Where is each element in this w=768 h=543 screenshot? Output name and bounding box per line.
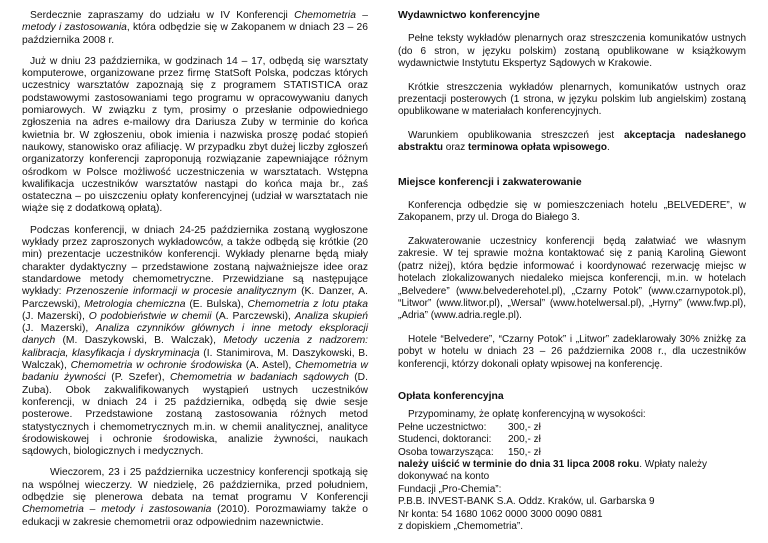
condition-text: Warunkiem opublikowania streszczeń jest [408,129,624,141]
text-run: (D. Zuba). Obok zakwalifikowanych wystąpień ustnych uczestników konferencji, w dniach 24 i 25 października, odbędą się dwie sesje posterowe. Przedstawione zostaną zastosowania różnych metod statystycznych i chemometrycznych m.in. w chemii analitycznej, analityce środowiskowej i ochronie środowiska, analizie żywności, naukach sądowych, biologicznych i medycznych. [22,372,368,458]
fee-label: Osoba towarzysząca: [398,446,494,458]
text-run: (2010). Porozmawiamy także o edukacji w zakresie chemometrii oraz odpowiednim nazewnictwie. [22,504,368,528]
italic-title: Chemometria w badaniu żywności [22,360,368,384]
italic-title: Metrologia chemiczna [84,298,186,310]
text-run: (I. Stanimirova, M. Daszykowski, B. Walczak), [22,347,368,372]
deadline-rest: . Wpłaty należy dokonywać na konto [398,458,708,483]
italic-title: Przenoszenie informacji w procesie analitycznym [66,286,297,298]
fee-row [398,447,746,459]
text-run: Wieczorem, 23 i 25 października uczestnicy konferencji spotkają się na wspólnej wieczerzy. W niedzielę, 26 października, przed południem, odbędzie się plenerowa debata na temat programu V Konferencji [22,467,368,503]
italic-title: Chemometria – metody i zastosowania [22,504,212,516]
fee-amount: 150,- zł [508,446,541,458]
fee-amount: 300,- zł [508,421,541,433]
text-run: Podczas konferencji, w dniach 24-25 października zostaną wygłoszone wykłady przez zaproszonych wykładowców, a także odbędą się krótkie (20 min) prezentacje uczestników konferencji. Wykłady plenarne będą miały charakter dydaktyczny – przedstawione zostaną najważniejsze idee oraz standardowe metody chemometryczne. Przewidziane są następujące wykłady: [22,224,368,298]
fee-deadline [398,459,746,484]
fee-row [398,434,746,446]
text-run: (J. Mazerski), [22,310,89,322]
fee-heading: Opłata konferencyjna [398,390,504,402]
text-run: (P. Szefer), [105,372,170,384]
condition-end: . [606,142,610,154]
italic-title: Metody uczenia z nadzorem: kalibracja, klasyfikacja i dyskryminacja [22,335,369,359]
right-column [398,0,746,533]
intro-paragraph [22,10,368,47]
text-run: (M. Daszykowski, B. Walczak), [55,335,224,347]
bank-line: Nr konta: 54 1680 1062 0000 3000 0090 0881 [398,508,603,520]
text-run: (A. Parczewski), [211,310,295,322]
text-run: Serdecznie zapraszamy do udziału w IV Konferencji [30,10,295,21]
condition-abstract: akceptacja nadesłanego abstraktu [398,129,747,154]
venue-paragraph-1: Konferencja odbędzie się w pomieszczeniach hotelu „BELVEDERE”, w Zakopanem, przy ul. Droga do Białego 3. [398,200,746,224]
deadline-bold: należy uiścić w terminie do dnia 31 lipca 2008 roku [398,458,640,470]
bank-line: z dopiskiem „Chemometria”. [398,521,524,532]
italic-title: O podobieństwie w chemii [88,310,212,322]
workshop-paragraph [22,56,368,216]
venue-paragraph-3: Hotele “Belvedere”, “Czarny Potok” i „Litwor” zadeklarowały 30% zniżkę za pobyt w hotelu w dniach 23 – 26 października 2008 r., dla uczestników konferencji, którzy dokonali opłaty wpisowej na konferencję. [398,333,746,370]
fee-row [398,422,746,434]
evenings-paragraph [22,467,368,528]
text-run: , która odbędzie się w Zakopanem w dniach 23 – 26 października 2008 r. [22,22,369,46]
text-run: (J. Mazerski), [22,323,96,335]
text-run: Już w dniu 23 października, w godzinach 14 – 17, odbędą się warsztaty komputerowe, organizowane przez firmę StatSoft Polska, podczas których uczestnicy warsztatów zapoznają się z programem STATISTICA oraz podstawowymi zastosowaniami tego programu w opracowywaniu danych pomiarowych. W związku z tym, prosimy o przesłanie odpowiedniego zgłoszenia na adres e-mailowy dra Dariusza Zuby w terminie do końca kwietnia br. W zgłoszeniu, obok imienia i nazwiska proszę podać stopień naukowy, stanowisko oraz afiliację. W przypadku zbyt dużej liczby zgłoszeń organizatorzy konferencji zaproponują rozwiązanie zapewniające różnym ośrodkom w Polsce możliwość uczestniczenia w warsztatach. Wstępna kwalifikacja uczestników warsztatów nastąpi do końca maja br., zaś ostateczna – po uiszczeniu opłaty konferencyjnej (udział w warsztatach nie wiąże się z dodatkową opłatą). [22,55,368,215]
lectures-paragraph [22,225,368,459]
publisher-paragraph-1: Pełne teksty wykładów plenarnych oraz streszczenia komunikatów ustnych (do 6 stron, w języku polskim) zostaną opublikowane w książkowym wydawnictwie Instytutu Ekspertyz Sądowych w Krakowie. [398,33,746,70]
fee-label: Pełne uczestnictwo: [398,421,487,433]
italic-title: Analiza skupień [294,310,368,322]
venue-heading: Miejsce konferencji i zakwaterowanie [398,176,582,188]
bank-line: Fundacji „Pro-Chemia”: [398,483,502,495]
text-run: (K. Danzer, A. Parczewski), [22,286,368,310]
venue-paragraph-2: Zakwaterowanie uczestnicy konferencji będą załatwiać we własnym zakresie. W tej sprawie można kontaktować się z panią Karoliną Giewont (patrz niżej), która będzie informować i koordynować rezerwację miejsc w hotelach zlokalizowanych niedaleko miejsca konferencji, m.in. w hotelach „Belvedere” (www.belvederehotel.pl), „Czarny Potok” (www.czarnypotok.pl), “Litwor” (www.litwor.pl), „Wersal” (www.hotelwersal.pl), „Hyrny” (www.fwp.pl), „Adria” (www.adria.regle.pl). [398,235,746,322]
fee-amount: 200,- zł [508,434,541,446]
publisher-paragraph-3 [398,130,746,155]
publisher-heading: Wydawnictwo konferencyjne [398,10,540,21]
italic-title: Chemometria – metody i zastosowania [22,10,369,34]
text-run: (A. Astel), [242,360,296,372]
publisher-paragraph-2: Krótkie streszczenia wykładów plenarnych, komunikatów ustnych oraz prezentacji posterowych (1 strona, w języku polskim lub angielskim) zostaną opublikowane w materiałach konferencyjnych. [398,81,746,118]
text-run: (E. Bulska), [185,298,248,310]
fee-label: Studenci, doktoranci: [398,434,492,446]
italic-title: Analiza czynników głównych i inne metody eksploracji danych [22,323,368,347]
italic-title: Chemometria w ochronie środowiska [70,360,243,372]
italic-title: Chemometria w badaniach sądowych [170,372,349,384]
left-column [22,0,368,538]
fee-intro: Przypominamy, że opłatę konferencyjną w wysokości: [408,409,646,421]
italic-title: Chemometria z lotu ptaka [247,298,369,310]
bank-line: P.B.B. INVEST-BANK S.A. Oddz. Kraków, ul. Garbarska 9 [398,496,655,508]
condition-fee: terminowa opłata wpisowego [468,142,607,154]
condition-and: oraz [443,142,469,154]
